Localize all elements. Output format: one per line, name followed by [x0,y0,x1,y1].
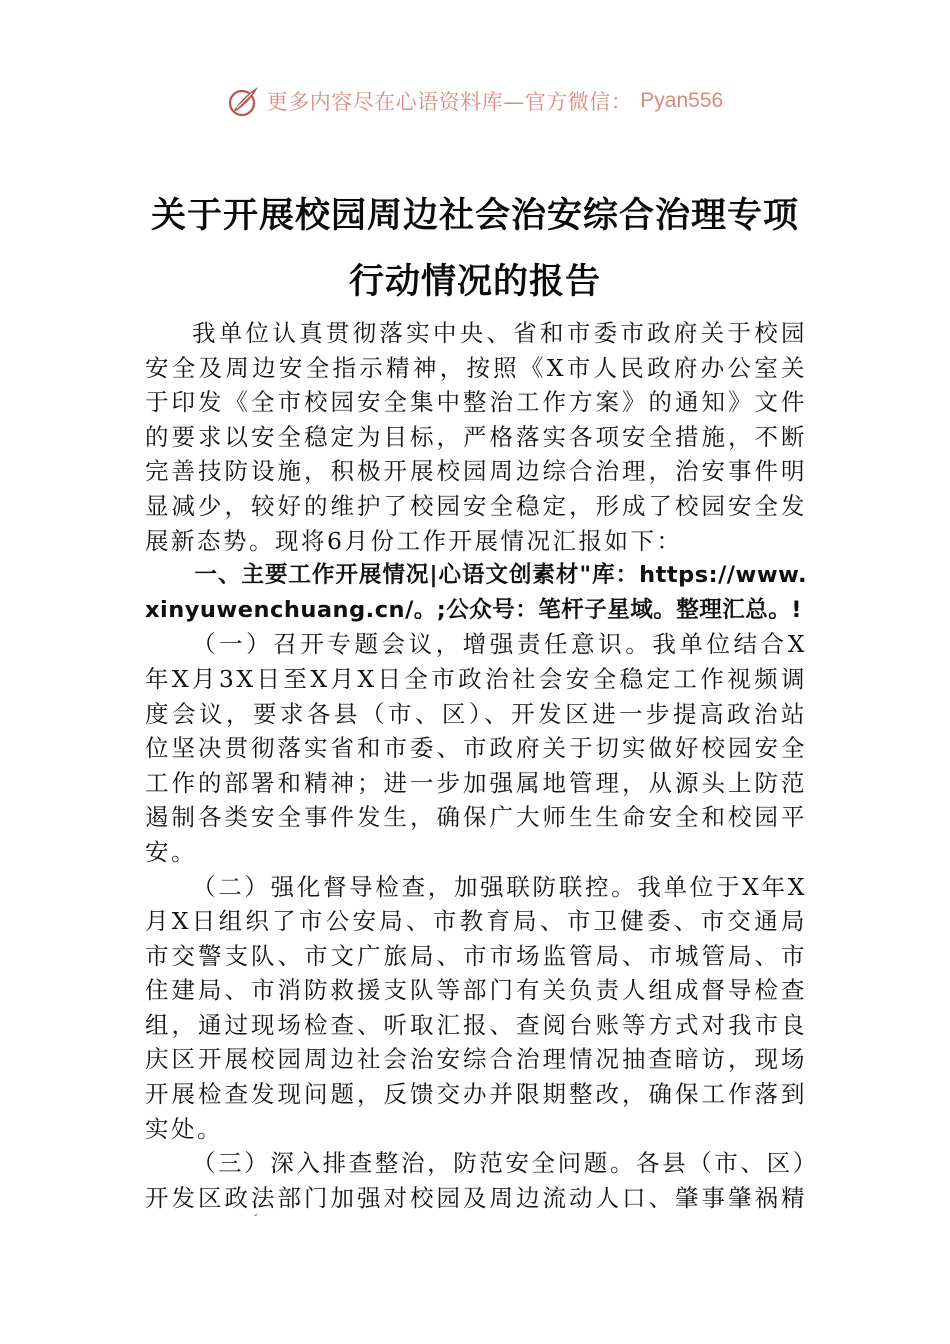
paragraph-item-2: （二）强化督导检查，加强联防联控。我单位于X年X月X日组织了市公安局、市教育局、市卫健委、市交通局市交警支队、市文广旅局、市市场监管局、市城管局、市住建局、市消防救援支队等部门有关负责人组成督导检查组，通过现场检查、听取汇报、查阅台账等方式对我市良庆区开展校园周边社会治安综合治理情况抽查暗访，现场开展检查发现问题，反馈交办并限期整改，确保工作落到实处。 [145,872,807,1143]
quill-logo-icon [227,84,261,118]
paragraph-intro: 我单位认真贯彻落实中央、省和市委市政府关于校园安全及周边安全指示精神，按照《X市人民政府办公室关于印发《全市校园安全集中整治工作方案》的通知》文件的要求以安全稳定为目标，严格落实各项安全措施，不断完善技防设施，积极开展校园周边综合治理，治安事件明显减少，较好的维护了校园安全稳定，形成了校园安全发展新态势。现将6月份工作开展情况汇报如下： [145,319,807,555]
watermark-wechat-id-footer [640,1215,723,1216]
document-title-line-1: 关于开展校园周边社会治安综合治理专项 [150,195,799,236]
watermark-wechat-id: Pyan556 [640,89,724,112]
paragraph-item-1: （一）召开专题会议，增强责任意识。我单位结合X年X月3X日至X月X日全市政治社会安全稳定工作视频调度会议，要求各县（市、区）、开发区进一步提高政治站位坚决贯彻落实省和市委、市政府关于切实做好校园安全工作的部署和精神；进一步加强属地管理，从源头上防范遏制各类安全事件发生，确保广大师生生命安全和校园平安。 [145,630,807,866]
document-title-line-2: 行动情况的报告 [348,261,601,302]
watermark-text-footer [267,1212,633,1216]
document-body [145,316,807,1216]
paragraph-item-3: （三）深入排查整治，防范安全问题。各县（市、区）开发区政法部门加强对校园及周边流动人口、肇事肇祸精 [145,1149,807,1212]
watermark-text: 更多内容尽在心语资料库—官方微信： [266,90,633,114]
section-heading: 一、主要工作开展情况|心语文创素材"库：https://www.xinyuwenchuang.cn/。;公众号：笔杆子星域。整理汇总。! [145,562,807,623]
quill-logo-icon [227,1210,261,1216]
watermark-header [0,84,950,118]
watermark-footer [0,1210,950,1216]
